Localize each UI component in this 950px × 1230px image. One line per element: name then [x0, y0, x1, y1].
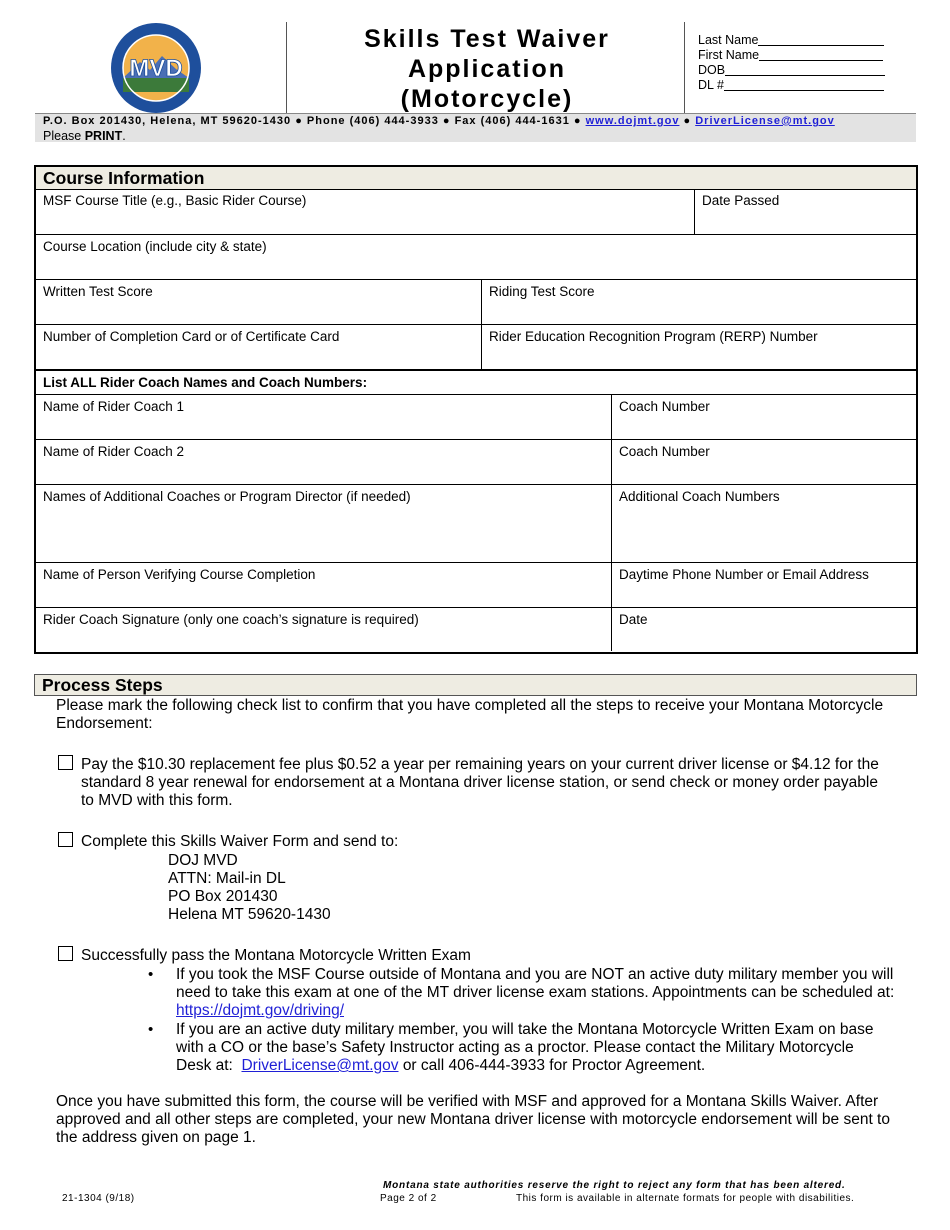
step-1-checkbox[interactable] — [58, 755, 73, 770]
written-test-score-field[interactable] — [36, 280, 481, 325]
bullet-2-text — [176, 1021, 874, 1075]
riding-test-score-field[interactable] — [481, 280, 916, 325]
coach-signature-field[interactable] — [36, 608, 611, 651]
address-line-4: Helena MT 59620-1430 — [168, 906, 331, 923]
closing-paragraph — [56, 1093, 890, 1147]
first-name-label: First Name — [698, 48, 760, 62]
logo-text: MVD — [129, 55, 183, 82]
form-number: 21-1304 (9/18) — [62, 1193, 135, 1204]
step-1-text — [81, 756, 879, 810]
step-1-line-1: Pay the $10.30 replacement fee plus $0.52 a year per remaining years on your current driver license or $4.12 for the — [81, 756, 879, 773]
written-test-score-label: Written Test Score — [43, 284, 153, 299]
additional-coaches-label: Names of Additional Coaches or Program Director (if needed) — [43, 489, 411, 504]
process-intro — [56, 697, 883, 733]
bullet-1-text — [176, 966, 894, 1020]
rider-coach-2-field[interactable] — [36, 440, 611, 485]
first-name-field[interactable] — [759, 48, 883, 61]
msf-course-title-label: MSF Course Title (e.g., Basic Rider Course) — [43, 193, 307, 208]
msf-course-title-field[interactable] — [36, 189, 694, 234]
course-information-table — [34, 165, 918, 654]
bullet-2-line-2: with a CO or the base’s Safety Instructor acting as a proctor. Please contact the Military Motorcycle — [176, 1039, 854, 1056]
address-line-3: PO Box 201430 — [168, 888, 278, 905]
website-link[interactable]: www.dojmt.gov — [585, 115, 680, 127]
rerp-number-label: Rider Education Recognition Program (RERP) Number — [489, 329, 818, 344]
alternate-formats-note: This form is available in alternate formats for people with disabilities. — [516, 1193, 855, 1204]
step-1-line-3: to MVD with this form. — [81, 792, 233, 809]
date-passed-field[interactable] — [694, 189, 916, 234]
bullet-2-desk: Desk at: — [176, 1057, 233, 1074]
address-line-1: DOJ MVD — [168, 852, 238, 869]
identity-fields — [698, 33, 885, 93]
bullet-2-line-1: If you are an active duty military member, you will take the Montana Motorcycle Written Exam on base — [176, 1021, 874, 1038]
step-3-checkbox[interactable] — [58, 946, 73, 961]
step-1-line-2: standard 8 year renewal for endorsement at a Montana driver license station, or send check or money order payable — [81, 774, 878, 791]
course-location-label: Course Location (include city & state) — [43, 239, 267, 254]
closing-line-3: the address given on page 1. — [56, 1129, 256, 1146]
verifier-contact-field[interactable] — [611, 563, 916, 608]
driving-link[interactable]: https://dojmt.gov/driving/ — [176, 1002, 344, 1019]
rider-coach-1-label: Name of Rider Coach 1 — [43, 399, 185, 414]
step-3-text: Successfully pass the Montana Motorcycle Written Exam — [81, 947, 471, 964]
coach-number-1-label: Coach Number — [619, 399, 710, 414]
coach-number-2-label: Coach Number — [619, 444, 710, 459]
completion-card-field[interactable] — [36, 325, 481, 370]
additional-coaches-field[interactable] — [36, 485, 611, 563]
dob-field[interactable] — [725, 63, 885, 76]
email-link[interactable]: DriverLicense@mt.gov — [695, 115, 835, 127]
course-location-field[interactable] — [36, 235, 916, 280]
verifier-name-field[interactable] — [36, 563, 611, 608]
mailing-address — [168, 852, 331, 924]
contact-fax: Fax (406) 444-1631 — [454, 115, 570, 127]
rerp-number-field[interactable] — [481, 325, 916, 370]
dob-label: DOB — [698, 63, 726, 77]
print-text: PRINT — [84, 129, 123, 143]
course-information-heading: Course Information — [36, 167, 916, 190]
signature-date-label: Date — [619, 612, 648, 627]
contact-phone: Phone (406) 444-3933 — [306, 115, 439, 127]
process-steps-heading: Process Steps — [34, 674, 917, 696]
coach-number-1-field[interactable] — [611, 395, 916, 440]
bullet-2-tail: or call 406-444-3933 for Proctor Agreement. — [402, 1057, 706, 1074]
closing-line-2: approved and all other steps are completed, your new Montana driver license with motorcycle endorsement will be sent to — [56, 1111, 890, 1128]
title-line-3: (Motorcycle) — [400, 85, 574, 113]
dl-number-label: DL # — [698, 78, 724, 92]
rider-coach-1-field[interactable] — [36, 395, 611, 440]
alteration-notice: Montana state authorities reserve the right to reject any form that has been altered. — [383, 1180, 846, 1191]
bullet-1-line-2: need to take this exam at one of the MT driver license exam stations. Appointments can be scheduled at: — [176, 984, 895, 1001]
step-2-text: Complete this Skills Waiver Form and send to: — [81, 833, 399, 850]
dl-number-field[interactable] — [724, 78, 884, 91]
signature-date-field[interactable] — [611, 608, 916, 651]
bullet-2-marker: • — [148, 1021, 154, 1038]
bullet-1-line-1: If you took the MSF Course outside of Montana and you are NOT an active duty military member you will — [176, 966, 894, 983]
verifier-contact-label: Daytime Phone Number or Email Address — [619, 567, 869, 582]
mvd-seal-icon — [110, 22, 202, 114]
verifier-name-label: Name of Person Verifying Course Completion — [43, 567, 316, 582]
coach-number-2-field[interactable] — [611, 440, 916, 485]
form-title — [290, 24, 684, 114]
address-line-2: ATTN: Mail-in DL — [168, 870, 286, 887]
process-intro-line-1: Please mark the following check list to confirm that you have completed all the steps to receive your Montana Motorcycle — [56, 697, 884, 714]
completion-card-label: Number of Completion Card or of Certificate Card — [43, 329, 340, 344]
riding-test-score-label: Riding Test Score — [489, 284, 595, 299]
coach-list-heading: List ALL Rider Coach Names and Coach Numbers: — [43, 375, 368, 390]
title-line-1: Skills Test Waiver — [364, 25, 610, 53]
closing-line-1: Once you have submitted this form, the course will be verified with MSF and approved for a Montana Skills Waiver. After — [56, 1093, 879, 1110]
last-name-field[interactable] — [758, 33, 884, 46]
contact-bar: P.O. Box 201430, Helena, MT 59620-1430 ● Phone (406) 444-3933 ● Fax (406) 444-1631 ● www.dojmt.gov ● DriverLicense@mt.gov Please PRINT. — [35, 113, 916, 142]
additional-coach-numbers-field[interactable] — [611, 485, 916, 563]
coach-signature-label: Rider Coach Signature (only one coach’s signature is required) — [43, 612, 419, 627]
page-number: Page 2 of 2 — [380, 1193, 437, 1204]
last-name-label: Last Name — [698, 33, 759, 47]
driver-license-email-link[interactable]: DriverLicense@mt.gov — [241, 1057, 399, 1074]
contact-address: P.O. Box 201430, Helena, MT 59620-1430 — [43, 115, 292, 127]
title-line-2: Application — [407, 55, 567, 83]
rider-coach-2-label: Name of Rider Coach 2 — [43, 444, 185, 459]
additional-coach-numbers-label: Additional Coach Numbers — [619, 489, 780, 504]
process-intro-line-2: Endorsement: — [56, 715, 153, 732]
please-text: Please — [43, 129, 82, 143]
step-2-checkbox[interactable] — [58, 832, 73, 847]
date-passed-label: Date Passed — [702, 193, 780, 208]
bullet-1-marker: • — [148, 966, 154, 983]
